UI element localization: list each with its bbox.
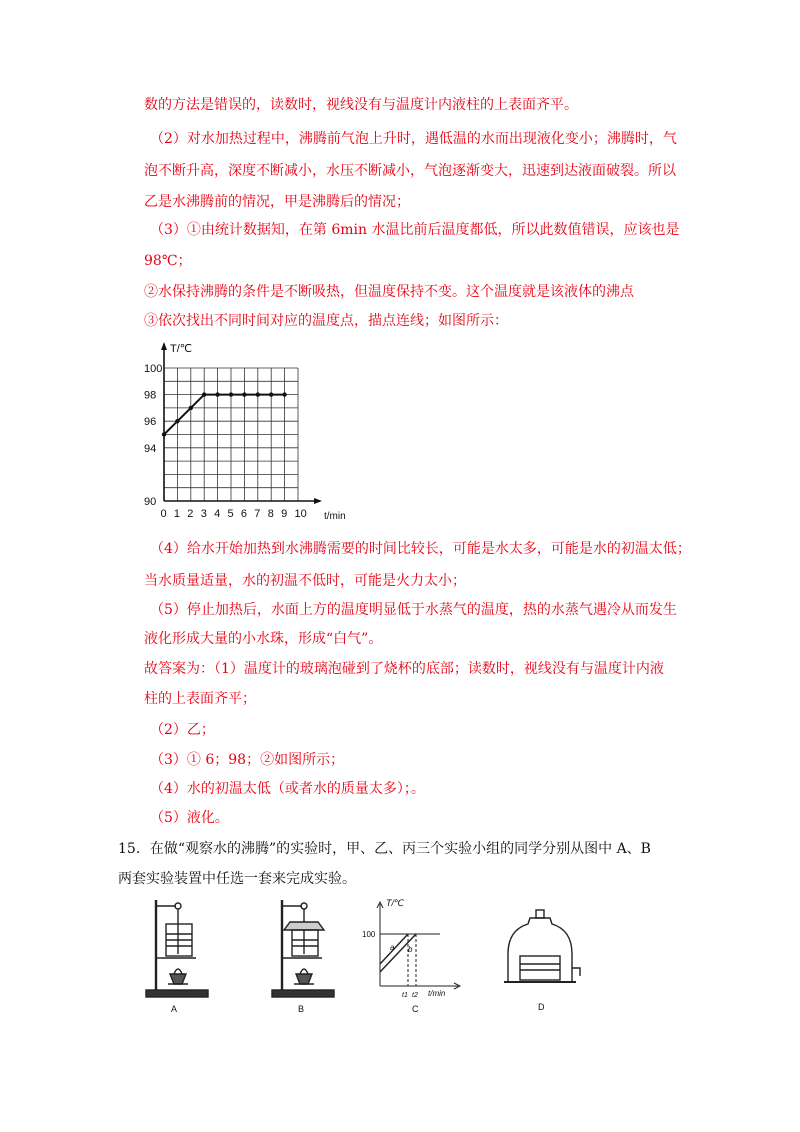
- figure-b-label: B: [298, 1004, 305, 1014]
- answer-summary-line-3: （2）乙；: [150, 722, 215, 738]
- x-tick-label: 1: [173, 508, 181, 520]
- x-tick-label: 4: [214, 508, 221, 520]
- y-tick-label: 96: [144, 416, 157, 429]
- series-line: [164, 395, 285, 435]
- graph-series: [162, 392, 287, 436]
- figure-c-100-label: 100: [362, 930, 376, 939]
- answer-line-12: 液化形成大量的小水珠，形成“白气”。: [144, 631, 383, 647]
- data-point: [242, 392, 246, 396]
- x-tick-label: 3: [200, 508, 207, 520]
- data-point: [229, 392, 233, 396]
- answer-summary-line-6: （5）液化。: [150, 810, 229, 826]
- x-tick-label: 5: [227, 508, 234, 520]
- figure-c-x-label: t/min: [428, 989, 446, 998]
- data-point: [269, 392, 273, 396]
- question-15-line-2: 两套实验装置中任选一套来完成实验。: [118, 871, 356, 887]
- graph-x-axis-label: t/min: [324, 511, 346, 522]
- graph-tick-labels: [144, 363, 307, 520]
- x-tick-label: 6: [240, 508, 248, 520]
- y-axis-arrow: [161, 342, 167, 350]
- figure-a-apparatus: [146, 900, 208, 997]
- answer-summary-line-5: （4）水的初温太低（或者水的质量太多）；。: [150, 781, 425, 797]
- y-tick-label: 98: [144, 389, 157, 402]
- answer-line-8: ③依次找出不同时间对应的温度点，描点连线；如图所示：: [144, 313, 508, 329]
- answer-line-11: （5）停止加热后，水面上方的温度明显低于水蒸气的温度，热的水蒸气遇冷从而发生: [150, 602, 677, 618]
- x-tick-label: 7: [254, 508, 261, 520]
- figure-a-label: A: [171, 1004, 178, 1014]
- data-point: [256, 392, 260, 396]
- data-point: [175, 419, 179, 423]
- graph-grid: [164, 368, 298, 501]
- answer-line-4: 乙是水沸腾前的情况，甲是沸腾后的情况；: [144, 194, 410, 210]
- answer-line-5: （3）①由统计数据知，在第 6min 水温比前后温度都低，所以此数值错误，应该也是: [150, 222, 680, 238]
- y-tick-label: 90: [144, 496, 157, 508]
- figure-d-apparatus: [504, 910, 580, 982]
- data-point: [162, 432, 166, 436]
- x-axis-arrow: [314, 498, 322, 504]
- figure-b-apparatus: [272, 900, 334, 997]
- data-point: [215, 392, 219, 396]
- data-point: [189, 406, 193, 410]
- experiment-figures: [140, 894, 600, 1024]
- figure-c-y-label: T/℃: [386, 898, 405, 908]
- answer-line-1: 数的方法是错误的，读数时，视线没有与温度计内液柱的上表面齐平。: [144, 97, 578, 113]
- x-tick-label: 0: [160, 508, 167, 520]
- x-tick-label: 10: [294, 508, 307, 520]
- x-tick-label: 9: [281, 508, 288, 520]
- figure-c-curve-b: b: [408, 945, 413, 954]
- answer-line-10: 当水质量适量，水的初温不低时，可能是火力太小；: [144, 573, 466, 589]
- figure-c-label: C: [412, 1004, 419, 1014]
- answer-line-6: 98℃；: [144, 253, 192, 269]
- temperature-time-graph: [138, 336, 358, 526]
- x-tick-label: 8: [267, 508, 274, 520]
- question-15-line-1: 15．在做“观察水的沸腾”的实验时，甲、乙、丙三个实验小组的同学分别从图中 A、B: [118, 841, 651, 857]
- answer-summary-line-1: 故答案为：（1）温度计的玻璃泡碰到了烧杯的底部；读数时，视线没有与温度计内液: [144, 661, 664, 677]
- x-tick-label: 2: [187, 508, 194, 520]
- figure-d-label: D: [538, 1002, 545, 1012]
- figure-c-t2: t2: [412, 992, 418, 999]
- figure-c-t1: t1: [402, 992, 408, 999]
- answer-line-2: （2）对水加热过程中，沸腾前气泡上升时，遇低温的水而出现液化变小；沸腾时，气: [150, 131, 677, 147]
- y-tick-label: 94: [144, 442, 157, 455]
- answer-summary-line-2: 柱的上表面齐平；: [144, 691, 256, 707]
- figure-c-curve-a: a: [390, 943, 395, 952]
- data-point: [202, 392, 206, 396]
- answer-line-9: （4）给水开始加热到水沸腾需要的时间比较长，可能是水太多，可能是水的初温太低；: [150, 541, 691, 557]
- answer-line-7: ②水保持沸腾的条件是不断吸热，但温度保持不变。这个温度就是该液体的沸点: [144, 284, 634, 300]
- data-point: [282, 392, 286, 396]
- answer-line-3: 泡不断升高，深度不断减小，水压不断减小，气泡逐渐变大，迅速到达液面破裂。所以: [144, 163, 676, 179]
- answer-summary-line-4: （3）① 6；98；②如图所示；: [150, 752, 345, 768]
- y-tick-label: 100: [144, 363, 163, 375]
- graph-y-axis-label: T/℃: [170, 343, 193, 355]
